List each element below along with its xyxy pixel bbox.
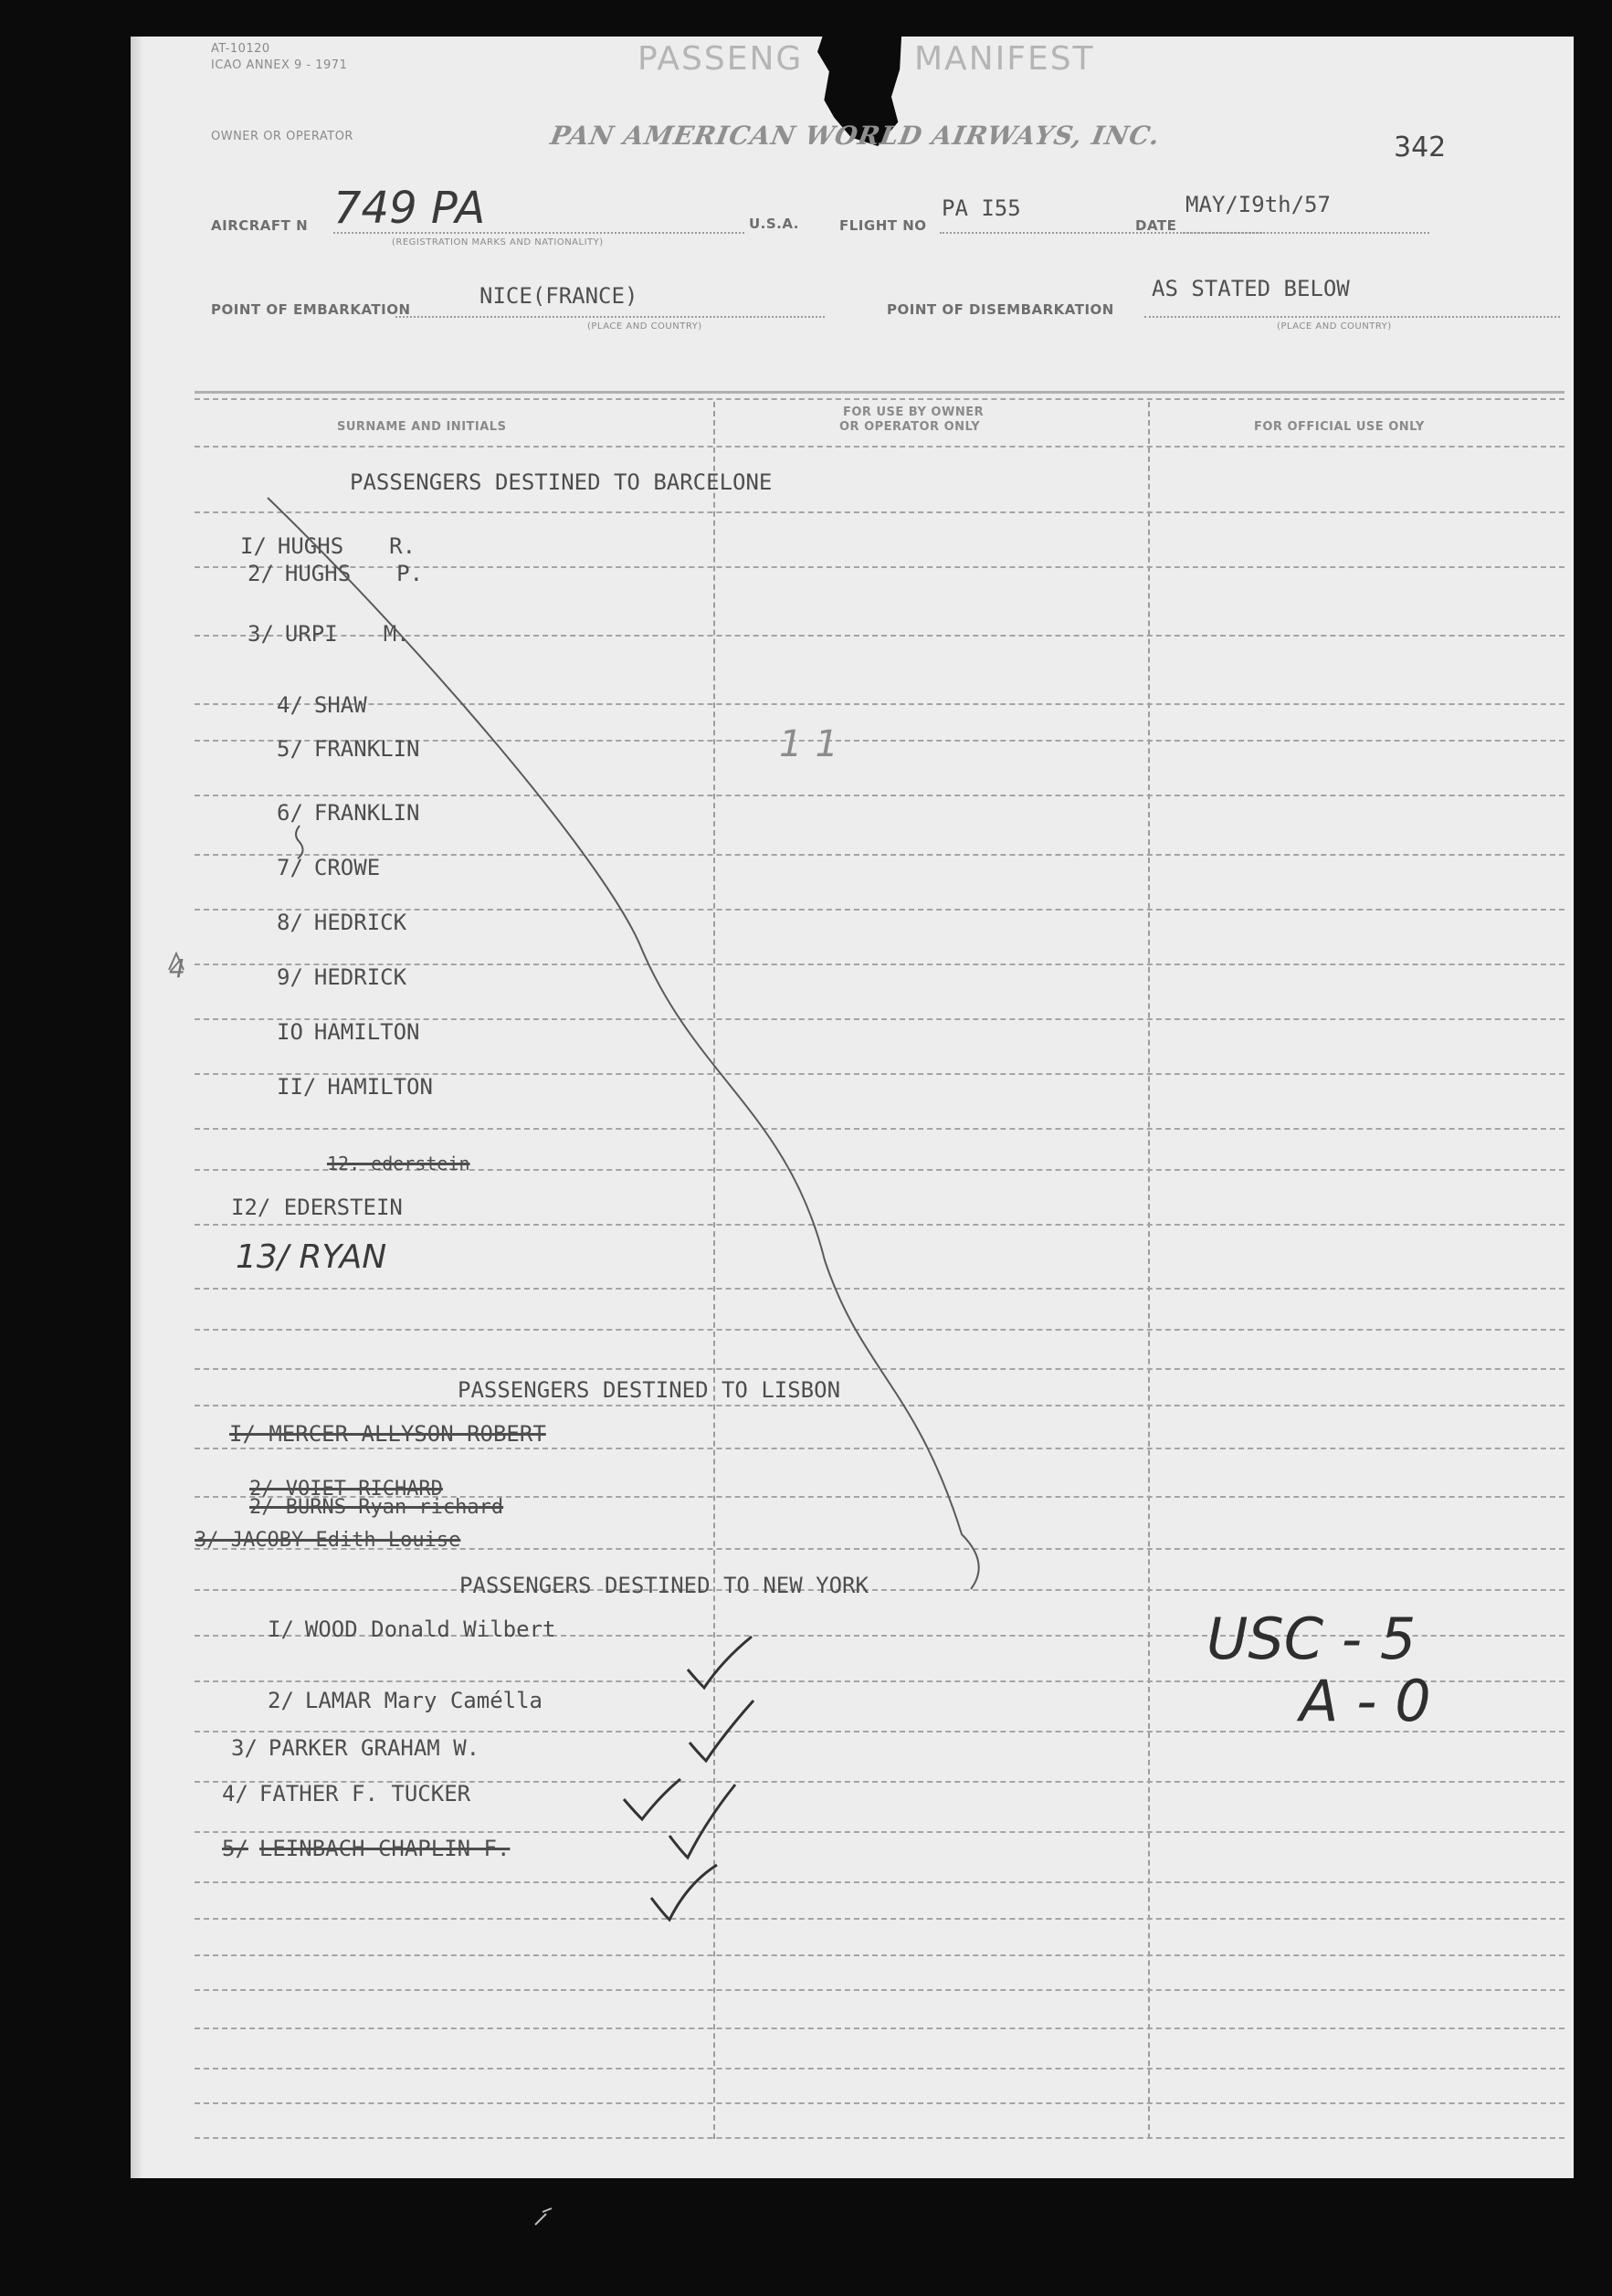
passenger-surname: CROWE	[313, 855, 381, 880]
official-note-line-1: USC - 5	[1206, 1606, 1417, 1672]
aircraft-registration: 749 PA	[333, 183, 486, 234]
form-title-right: MANIFEST	[914, 40, 1095, 78]
disembark-caption: (PLACE AND COUNTRY)	[1277, 321, 1392, 332]
row-number: 4/	[277, 692, 303, 718]
passenger-surname: HAMILTON	[327, 1074, 433, 1100]
pencil-squiggle	[296, 826, 303, 858]
check-icon-4	[669, 1785, 735, 1858]
barcelona-heading: PASSENGERS DESTINED TO BARCELONE	[350, 469, 773, 495]
margin-mark: 4	[169, 953, 185, 984]
col-header-official: FOR OFFICIAL USE ONLY	[1254, 420, 1425, 434]
barcelona-row-13: 13/ RYAN	[236, 1238, 387, 1276]
passenger-surname: HUGHS	[277, 533, 344, 559]
passenger-surname: HAMILTON	[313, 1019, 420, 1045]
passenger-name: LEINBACH CHAPLIN F.	[258, 1836, 511, 1861]
disembark-value: AS STATED BELOW	[1152, 276, 1350, 301]
owner-label: OWNER OR OPERATOR	[211, 130, 353, 143]
embark-label: POINT OF EMBARKATION	[211, 301, 411, 318]
row-number: 5/	[277, 736, 303, 762]
lisbon-struck-row-1: I/ MERCER ALLYSON ROBERT	[229, 1421, 546, 1447]
company-name: PAN AMERICAN WORLD AIRWAYS, INC.	[548, 121, 1164, 151]
passenger-surname: SHAW	[313, 692, 367, 718]
official-note-line-2: A - 0	[1300, 1668, 1431, 1734]
row-number: 5/	[222, 1836, 248, 1861]
row-number: 3/	[231, 1735, 258, 1761]
row-number: 8/	[277, 910, 303, 935]
passenger-surname: FRANKLIN	[313, 736, 420, 762]
lisbon-struck-row-2: 2/ VOIET RICHARD	[249, 1478, 443, 1501]
passenger-surname: HUGHS	[284, 561, 352, 586]
margin-caret-mark	[169, 953, 184, 970]
aircraft-label: AIRCRAFT N	[211, 217, 309, 234]
new-york-heading: PASSENGERS DESTINED TO NEW YORK	[459, 1573, 869, 1598]
row-number: I/	[268, 1617, 294, 1642]
lisbon-heading: PASSENGERS DESTINED TO LISBON	[458, 1377, 841, 1403]
check-icon-2	[690, 1701, 753, 1761]
passenger-surname: FRANKLIN	[313, 800, 420, 826]
form-title-left: PASSENG	[637, 40, 804, 78]
form-ref: ICAO ANNEX 9 - 1971	[211, 58, 348, 72]
passenger-surname: URPI	[284, 621, 338, 647]
struck-row-ederstein: 12. ederstein	[327, 1153, 470, 1174]
pencil-cross-line	[268, 498, 979, 1589]
passenger-initial: M.	[383, 621, 410, 647]
row-number: 4/	[222, 1781, 248, 1806]
check-icon-1	[688, 1637, 752, 1688]
lisbon-struck-row-3: 2/ BURNS Ryan richard	[249, 1496, 504, 1519]
manifest-page	[131, 37, 1574, 2178]
passenger-name: LAMAR Mary Camélla	[304, 1688, 543, 1713]
row-number: 2/	[248, 561, 274, 586]
embark-value: NICE(FRANCE)	[479, 283, 638, 309]
operator-column-mark: 11	[779, 723, 851, 765]
flight-date: MAY/I9th/57	[1185, 192, 1331, 217]
lisbon-struck-row-4: 3/ JACOBY Edith Louise	[195, 1529, 461, 1552]
stray-mark	[533, 2206, 561, 2228]
passenger-name: WOOD Donald Wilbert	[304, 1617, 556, 1642]
annotation-overlay	[131, 37, 1574, 2178]
col-header-operator-1: FOR USE BY OWNER	[843, 405, 985, 419]
flight-label: FLIGHT NO	[839, 217, 927, 234]
passenger-surname: HEDRICK	[313, 964, 407, 990]
row-number: IO	[277, 1019, 303, 1045]
row-number: 3/	[248, 621, 274, 647]
row-number: 7/	[277, 855, 303, 880]
row-number: II/	[277, 1074, 317, 1100]
check-icon-5	[651, 1865, 717, 1920]
check-icon-3	[624, 1779, 680, 1819]
passenger-initial: P.	[396, 561, 424, 586]
country-label: U.S.A.	[749, 216, 799, 232]
col-header-operator-2: OR OPERATOR ONLY	[839, 420, 981, 434]
row-number: I/	[240, 533, 267, 559]
passenger-name: PARKER GRAHAM W.	[268, 1735, 480, 1761]
flight-number: PA I55	[942, 195, 1021, 221]
disembark-label: POINT OF DISEMBARKATION	[887, 301, 1114, 318]
row-number: 2/	[268, 1688, 294, 1713]
aircraft-caption: (REGISTRATION MARKS AND NATIONALITY)	[392, 237, 604, 248]
passenger-initial: R.	[389, 533, 416, 559]
passenger-name: FATHER F. TUCKER	[258, 1781, 471, 1806]
form-code: AT-10120	[211, 42, 270, 56]
passenger-surname: HEDRICK	[313, 910, 407, 935]
row-number: 9/	[277, 964, 303, 990]
col-header-surname: SURNAME AND INITIALS	[337, 420, 507, 434]
page-number: 342	[1394, 132, 1447, 163]
barcelona-row-12: I2/ EDERSTEIN	[231, 1195, 403, 1220]
row-number: 6/	[277, 800, 303, 826]
embark-caption: (PLACE AND COUNTRY)	[587, 321, 702, 332]
date-label: DATE	[1135, 217, 1177, 234]
